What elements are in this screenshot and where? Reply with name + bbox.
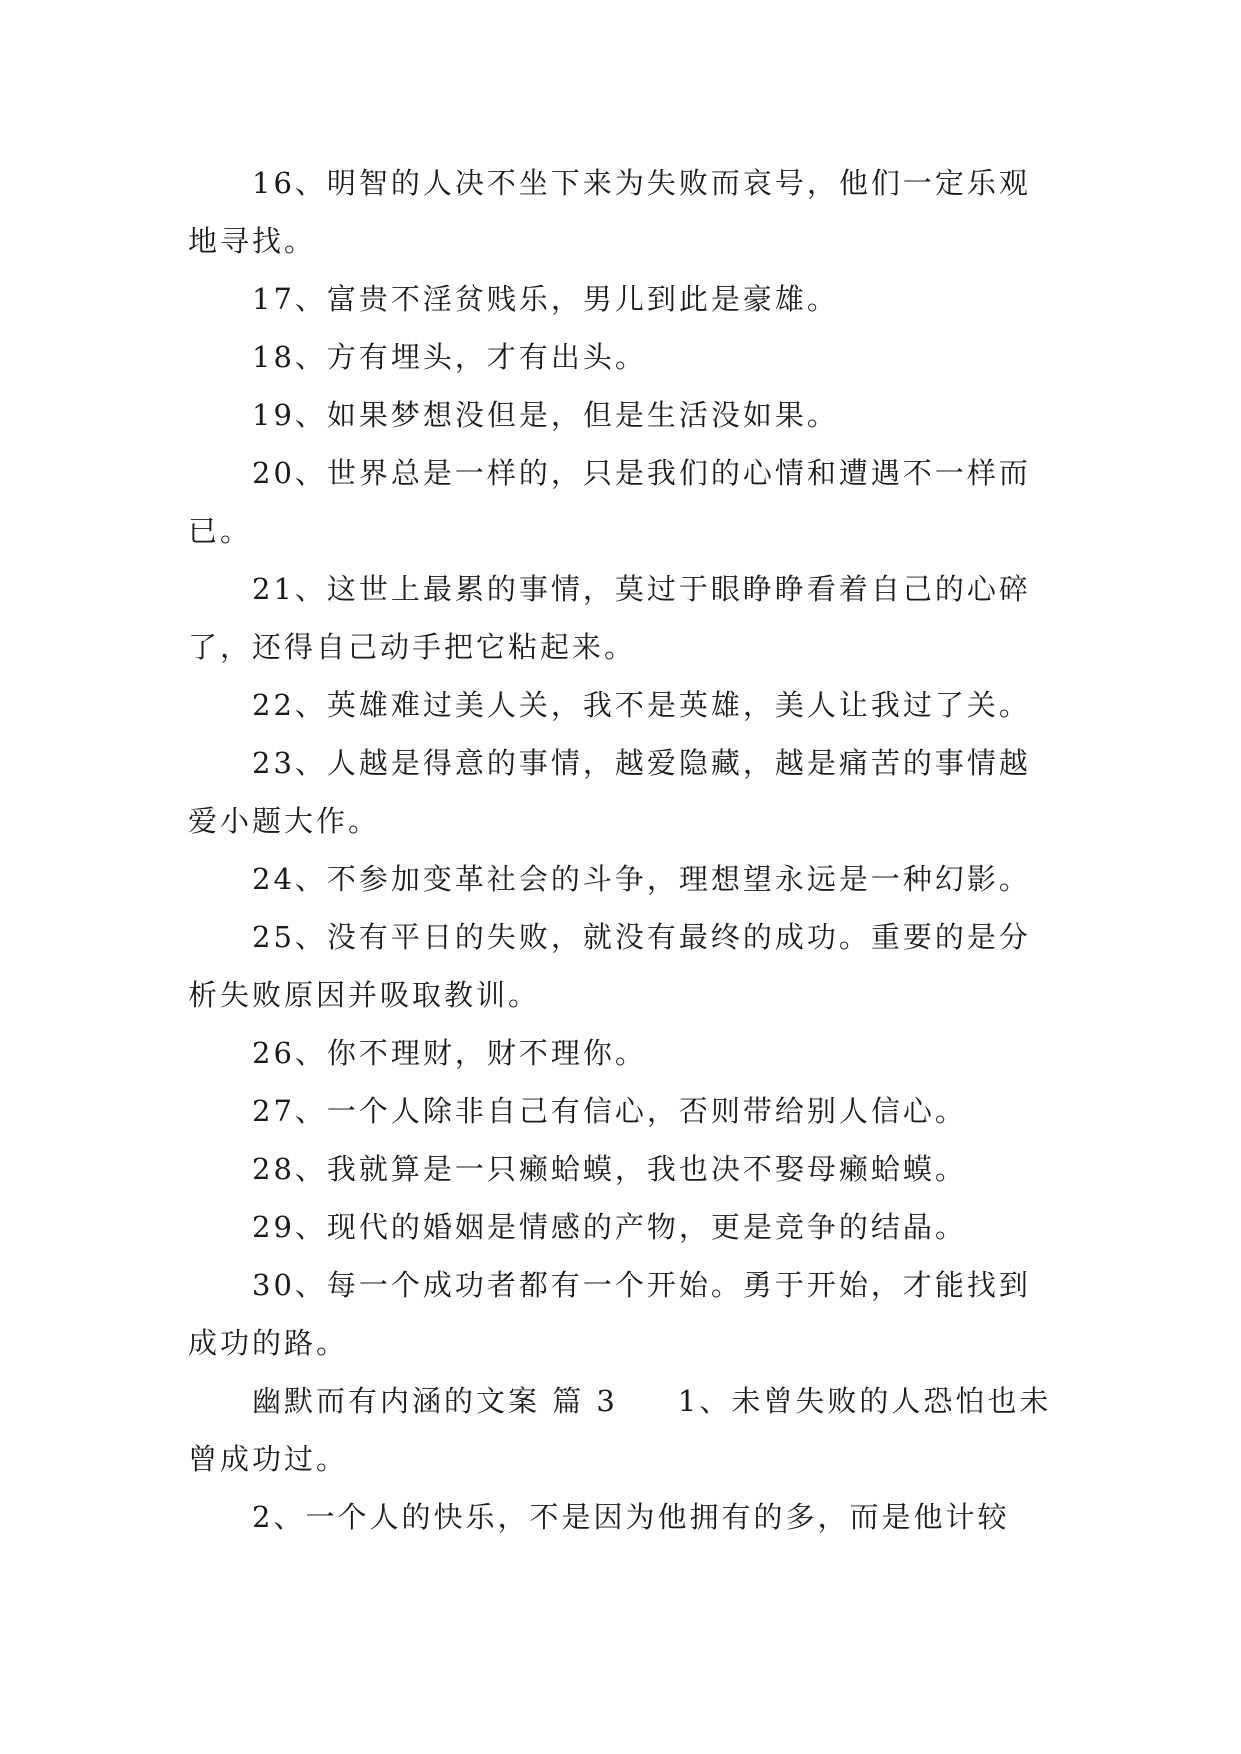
section-first-item: 1、未曾失败的人恐怕也未曾成功过。 bbox=[188, 1384, 1052, 1476]
paragraph-section-2: 2、一个人的快乐，不是因为他拥有的多，而是他计较 bbox=[252, 1500, 1010, 1534]
section-heading: 幽默而有内涵的文案 篇 3 bbox=[252, 1384, 618, 1418]
paragraph-28: 28、我就算是一只癞蛤蟆，我也决不娶母癞蛤蟆。 bbox=[252, 1152, 967, 1186]
paragraph-19: 19、如果梦想没但是，但是生活没如果。 bbox=[252, 398, 839, 432]
paragraph-26: 26、你不理财，财不理你。 bbox=[252, 1036, 647, 1070]
paragraph-17: 17、富贵不淫贫贱乐，男儿到此是豪雄。 bbox=[252, 282, 839, 316]
paragraph-24: 24、不参加变革社会的斗争，理想望永远是一种幻影。 bbox=[252, 862, 1031, 896]
paragraph-25: 25、没有平日的失败，就没有最终的成功。重要的是分析失败原因并吸取教训。 bbox=[188, 920, 1031, 1012]
paragraph-18: 18、方有埋头，才有出头。 bbox=[252, 340, 647, 374]
document-body bbox=[188, 154, 1058, 1546]
paragraph-16: 16、明智的人决不坐下来为失败而哀号，他们一定乐观地寻找。 bbox=[188, 166, 1031, 258]
paragraph-27: 27、一个人除非自己有信心，否则带给别人信心。 bbox=[252, 1094, 967, 1128]
section-heading-paragraph bbox=[188, 1372, 1058, 1488]
paragraph-23: 23、人越是得意的事情，越爱隐藏，越是痛苦的事情越爱小题大作。 bbox=[188, 746, 1031, 838]
paragraph-29: 29、现代的婚姻是情感的产物，更是竞争的结晶。 bbox=[252, 1210, 967, 1244]
paragraph-22: 22、英雄难过美人关，我不是英雄，美人让我过了关。 bbox=[252, 688, 1031, 722]
paragraph-20: 20、世界总是一样的，只是我们的心情和遭遇不一样而已。 bbox=[188, 456, 1031, 548]
paragraph-30: 30、每一个成功者都有一个开始。勇于开始，才能找到成功的路。 bbox=[188, 1268, 1031, 1360]
paragraph-21: 21、这世上最累的事情，莫过于眼睁睁看着自己的心碎了，还得自己动手把它粘起来。 bbox=[188, 572, 1031, 664]
